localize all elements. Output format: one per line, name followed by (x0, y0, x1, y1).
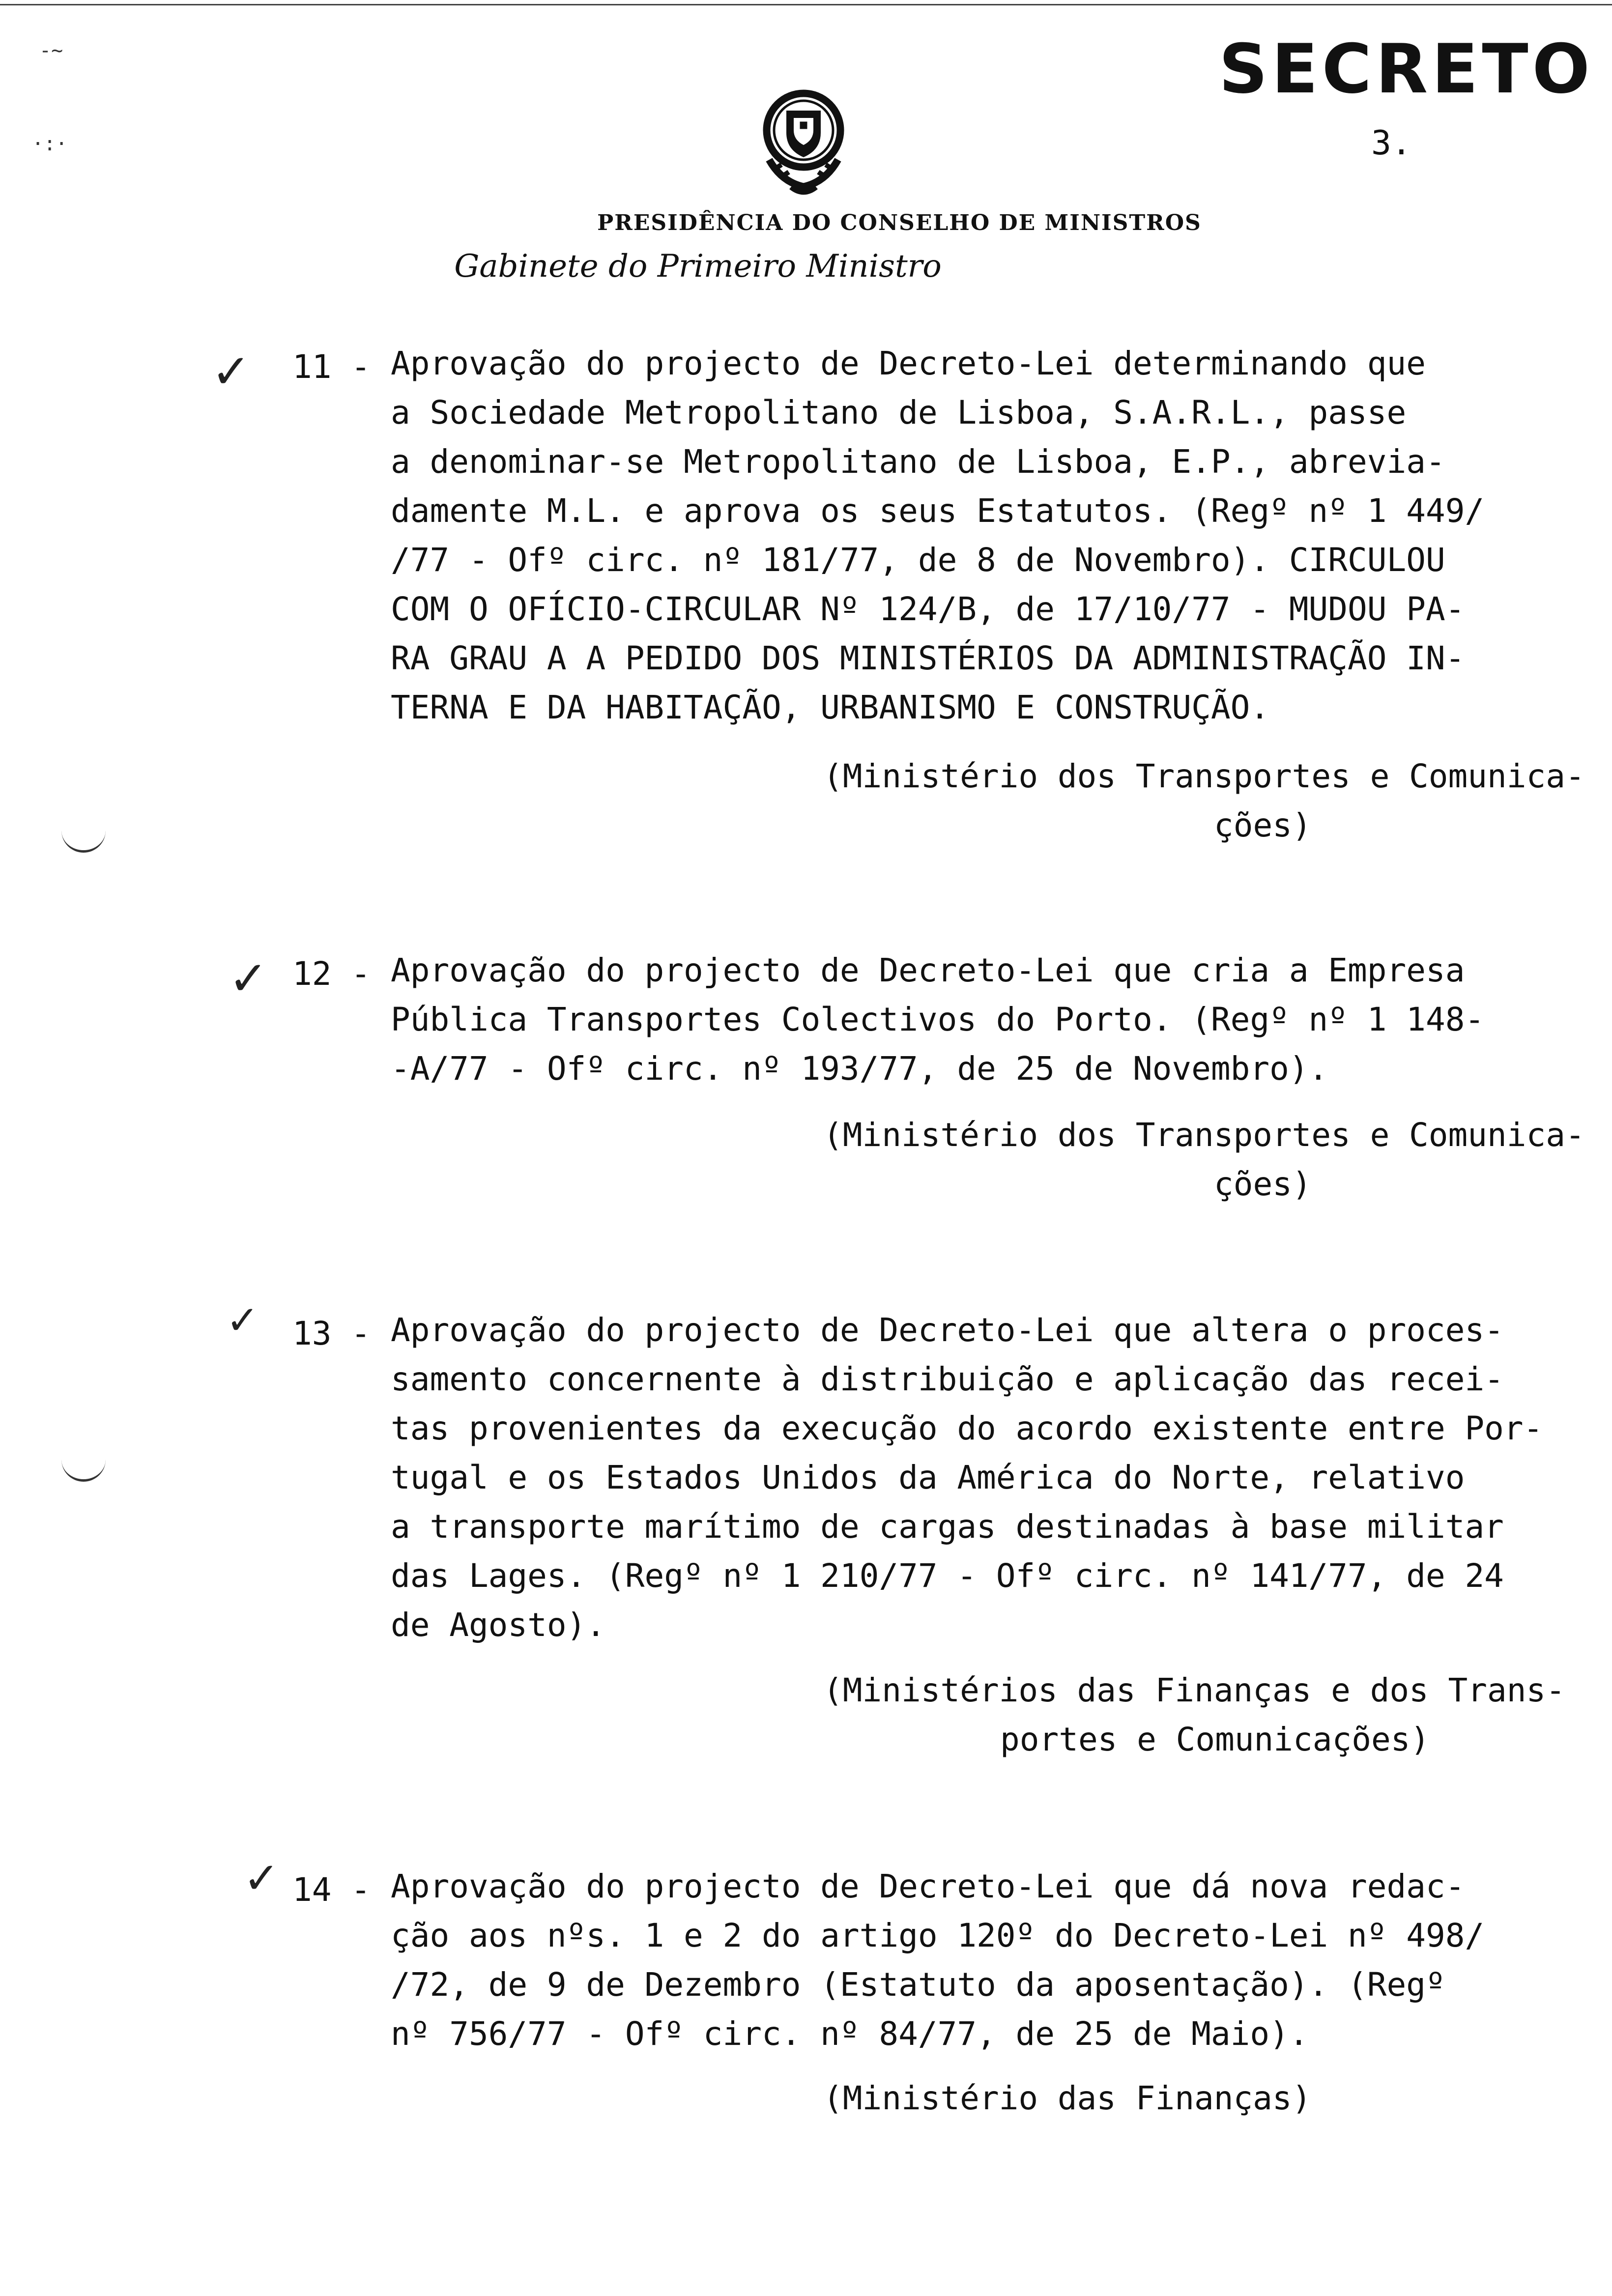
item-line: das Lages. (Regº nº 1 210/77 - Ofº circ. nº 141/77, de 24 (391, 1557, 1504, 1595)
scan-speck: -~ (39, 39, 63, 62)
ministry-line: (Ministérios das Finanças e dos Trans- (823, 1671, 1565, 1709)
item-line: -A/77 - Ofº circ. nº 193/77, de 25 de Novembro). (391, 1050, 1328, 1088)
item-line: Aprovação do projecto de Decreto-Lei determinando que (391, 344, 1426, 382)
item-line: nº 756/77 - Ofº circ. nº 84/77, de 25 de Maio). (391, 2015, 1309, 2053)
ministry-attribution (823, 752, 1585, 850)
item-line: Pública Transportes Colectivos do Porto. (Regº nº 1 148- (391, 1001, 1485, 1038)
item-text (391, 946, 1484, 1093)
ministry-line: ções) (1214, 806, 1312, 844)
item-line: a transporte marítimo de cargas destinadas à base militar (391, 1508, 1504, 1546)
item-line: Aprovação do projecto de Decreto-Lei que altera o proces- (391, 1311, 1504, 1349)
item-text (391, 339, 1484, 732)
ministry-attribution (823, 1666, 1565, 1764)
item-text (391, 1306, 1543, 1650)
ministry-line: (Ministério dos Transportes e Comunica- (823, 757, 1585, 795)
item-line: /77 - Ofº circ. nº 181/77, de 8 de Novembro). CIRCULOU (391, 541, 1445, 579)
ministry-line: (Ministério das Finanças) (823, 2079, 1312, 2117)
page-number: 3. (1371, 124, 1411, 163)
ministry-attribution (823, 1111, 1585, 1209)
ministry-line: (Ministério dos Transportes e Comunica- (823, 1116, 1585, 1154)
item-number: 12 - (292, 955, 371, 993)
top-edge-line (0, 4, 1612, 5)
item-line: Aprovação do projecto de Decreto-Lei que dá nova redac- (391, 1867, 1465, 1905)
item-line: /72, de 9 de Dezembro (Estatuto da aposentação). (Regº (391, 1966, 1445, 2004)
coat-of-arms-emblem (742, 79, 865, 201)
item-line: TERNA E DA HABITAÇÃO, URBANISMO E CONSTRUÇÃO. (391, 689, 1270, 726)
item-line: damente M.L. e aprova os seus Estatutos. (Regº nº 1 449/ (391, 492, 1485, 530)
check-mark-icon: ✓ (229, 951, 268, 1006)
margin-bracket-mark (61, 1460, 106, 1482)
item-line: samento concernente à distribuição e aplicação das recei- (391, 1360, 1504, 1398)
item-line: a Sociedade Metropolitano de Lisboa, S.A.R.L., passe (391, 394, 1407, 431)
item-number: 11 - (292, 348, 371, 386)
margin-bracket-mark (61, 831, 106, 853)
item-line: Aprovação do projecto de Decreto-Lei que cria a Empresa (391, 951, 1465, 989)
ministry-attribution (823, 2074, 1311, 2123)
item-line: de Agosto). (391, 1606, 606, 1644)
item-number: 13 - (292, 1315, 371, 1352)
item-line: tas provenientes da execução do acordo existente entre Por- (391, 1409, 1543, 1447)
check-mark-icon: ✓ (226, 1297, 259, 1343)
item-line: ção aos nºs. 1 e 2 do artigo 120º do Decreto-Lei nº 498/ (391, 1917, 1485, 1954)
item-text (391, 1862, 1484, 2059)
cabinet-signature: Gabinete do Primeiro Ministro (454, 248, 942, 285)
scan-speck: ·:· (32, 133, 68, 155)
item-line: RA GRAU A A PEDIDO DOS MINISTÉRIOS DA ADMINISTRAÇÃO IN- (391, 639, 1465, 677)
item-line: a denominar-se Metropolitano de Lisboa, E.P., abrevia- (391, 443, 1445, 481)
classification-stamp: SECRETO (1219, 29, 1594, 109)
check-mark-icon: ✓ (211, 344, 251, 399)
item-line: COM O OFÍCIO-CIRCULAR Nº 124/B, de 17/10/77 - MUDOU PA- (391, 590, 1465, 628)
item-number: 14 - (292, 1871, 371, 1909)
check-mark-icon: ✓ (243, 1853, 280, 1903)
organization-name: PRESIDÊNCIA DO CONSELHO DE MINISTROS (597, 210, 1202, 235)
item-line: tugal e os Estados Unidos da América do Norte, relativo (391, 1459, 1465, 1496)
ministry-line: portes e Comunicações) (1000, 1721, 1430, 1758)
ministry-line: ções) (1214, 1165, 1312, 1203)
